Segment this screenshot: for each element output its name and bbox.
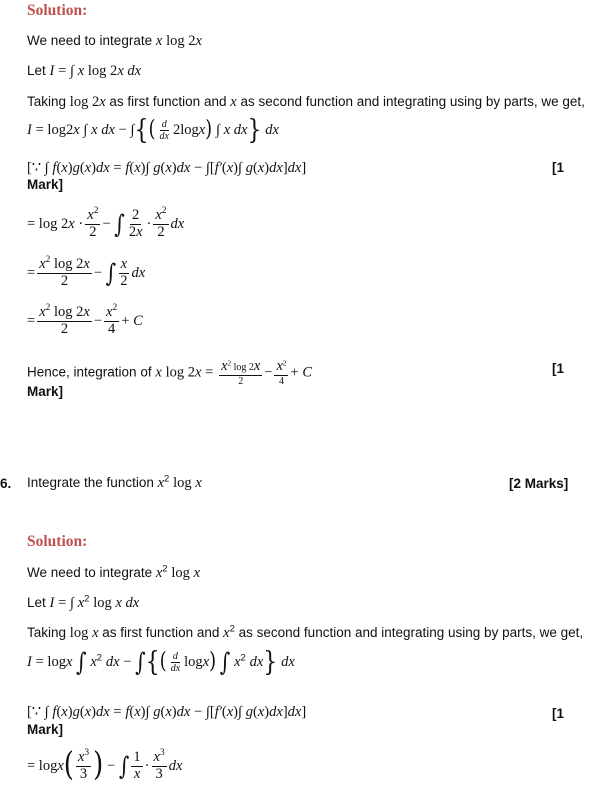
solution-heading: Solution: xyxy=(27,533,88,550)
marks-label-cont: Mark] xyxy=(27,722,64,737)
formula-line: [∵ ∫ f(x)g(x)dx = f(x)∫ g(x)dx − ∫[f′(x)∫ g(x)dx]dx] xyxy=(27,704,307,720)
let-line: Let I = ∫ $x^2$ log x dx xyxy=(27,593,140,611)
equation-line: I = logx ∫ $x^2$ dx − ∫{( $\frac{d}{dx}$ logx) ∫ $x^2$ dx} dx xyxy=(27,646,295,679)
question-number: 6. xyxy=(0,476,12,491)
by-parts-line: Taking log x as first function and $x^2$ as second function and integrating using by parts, we get, xyxy=(27,623,584,641)
formula-line: [∵ ∫ f(x)g(x)dx = f(x)∫ g(x)dx − ∫[f′(x)∫ g(x)dx]dx] xyxy=(27,160,307,176)
marks-label: [1 xyxy=(552,361,565,376)
marks-label: [1 xyxy=(552,706,565,721)
solution-heading: Solution: xyxy=(27,2,88,19)
step-line: = $\frac{x^2 \log 2x}{2}$ − $\frac{x^2}{4}$ + C xyxy=(27,303,143,337)
statement-line: We need to integrate $x^2$ log x xyxy=(27,563,201,581)
question-marks: [2 Marks] xyxy=(509,476,569,491)
marks-label-cont: Mark] xyxy=(27,384,64,399)
step-line: = logx( $\frac{x^3}{3}$ ) − ∫ $\frac{1}{x}$ · $\frac{x^3}{3}$ dx xyxy=(27,746,183,784)
marks-label-cont: Mark] xyxy=(27,177,64,192)
marks-label: [1 xyxy=(552,160,565,175)
statement-line: We need to integrate x log 2x xyxy=(27,33,202,49)
let-line: Let I = ∫ x log 2x dx xyxy=(27,63,142,79)
step-line: = log 2x · $\frac{x^2}{2}$ − ∫ $\frac{2}{2x}$ · $\frac{x^2}{2}$ dx xyxy=(27,206,185,240)
step-line: = $\frac{x^2 \log 2x}{2}$ − ∫ $\frac{x}{2}$ dx xyxy=(27,255,146,289)
question-prompt: Integrate the function $x^2$ log x xyxy=(27,473,202,491)
conclusion-line: Hence, integration of x log 2x = $\frac{x^2 \log 2x}{2}$ − $\frac{x^2}{4}$ + C xyxy=(27,358,313,387)
by-parts-line: Taking log 2x as first function and x as second function and integrating using by parts, we get, xyxy=(27,94,585,110)
equation-line: I = log2x ∫ x dx − ∫{( $\frac{d}{dx}$ 2logx) ∫ x dx} dx xyxy=(27,114,279,147)
